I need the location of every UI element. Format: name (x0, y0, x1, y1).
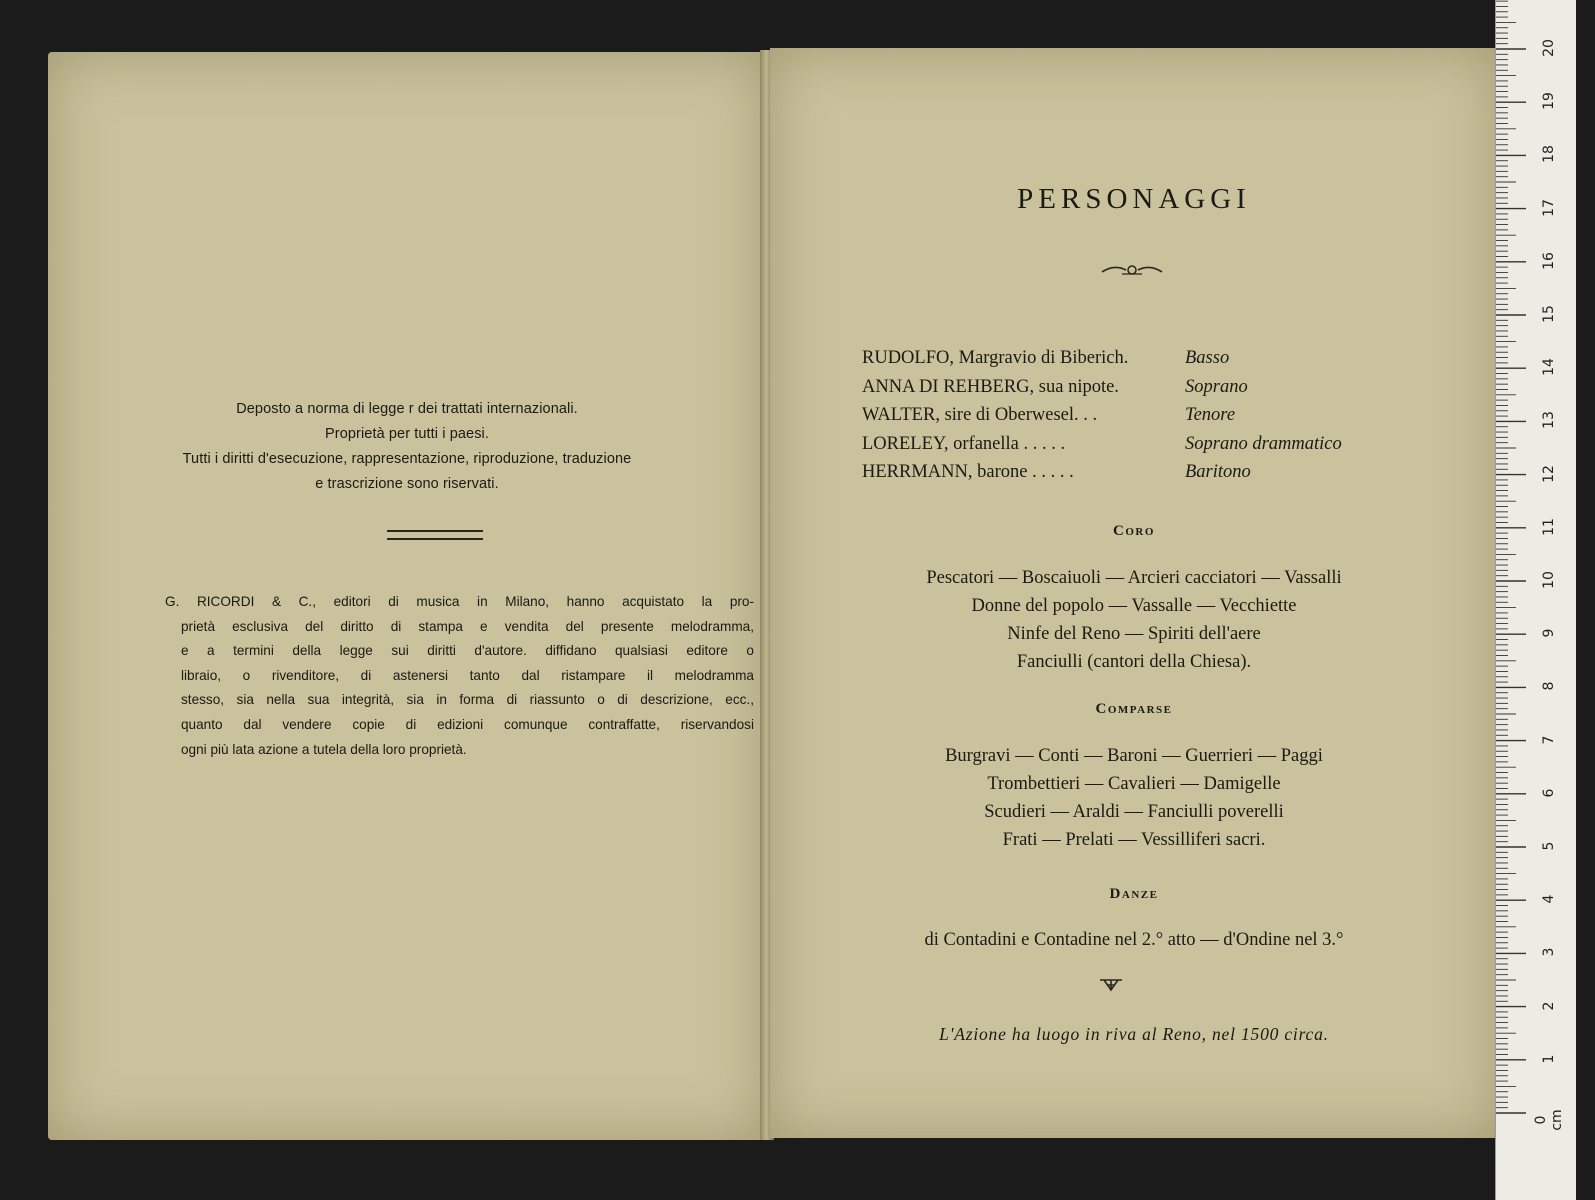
cast-voice: Basso (1185, 348, 1230, 368)
legal-line: Proprietà per tutti i paesi. (325, 426, 489, 442)
ruler-number: 16 (1541, 251, 1557, 270)
list-item: Burgravi — Conti — Baroni — Guerrieri — Paggi (945, 746, 1323, 766)
cast-role: RUDOLFO, Margravio di Biberich. (862, 348, 1129, 368)
cast-row (862, 377, 1342, 406)
publisher-notice (165, 590, 754, 762)
legal-notice (48, 397, 766, 497)
right-page (770, 48, 1498, 1138)
ruler-number: 9 (1541, 628, 1557, 638)
ruler-number: 15 (1541, 305, 1557, 323)
cast-list (862, 348, 1342, 491)
cast-voice: Soprano (1185, 376, 1248, 397)
ruler-number: 12 (1541, 464, 1557, 483)
list-item: Pescatori — Boscaiuoli — Arcieri cacciatori — Vassalli (926, 568, 1342, 588)
ruler-number: 18 (1541, 145, 1557, 164)
cast-row (862, 348, 1342, 377)
list-item: Donne del popolo — Vassalle — Vecchiette (971, 596, 1297, 616)
ruler-ticks (1496, 0, 1576, 1200)
cast-role: HERRMANN, barone . . . . . (862, 462, 1074, 482)
ruler-number: 8 (1541, 681, 1557, 691)
cast-voice: Soprano drammatico (1185, 433, 1342, 454)
publisher-line: prietà esclusiva del diritto di stampa e vendita del presente melodramma, (181, 618, 754, 634)
ruler-number: 7 (1541, 735, 1557, 745)
cast-voice: Baritono (1185, 462, 1251, 482)
list-item: Frati — Prelati — Vessilliferi sacri. (1002, 830, 1266, 850)
cast-role: WALTER, sire di Oberwesel. . . (862, 405, 1098, 425)
ruler-number: 1 (1541, 1054, 1557, 1064)
cast-voice: Tenore (1185, 405, 1236, 425)
ruler-number: 4 (1541, 894, 1557, 904)
list-item: Ninfe del Reno — Spiriti dell'aere (1007, 624, 1261, 644)
ornament-icon (1100, 260, 1164, 280)
ruler-number: 3 (1541, 947, 1557, 957)
ruler-number: 5 (1541, 841, 1557, 851)
page-title: PERSONAGGI (1017, 183, 1251, 215)
legal-line: Deposto a norma di legge r dei trattati internazionali. (236, 401, 578, 417)
ruler-number: 10 (1541, 571, 1557, 589)
double-rule-divider (387, 530, 483, 540)
ruler-number: 2 (1541, 1001, 1557, 1011)
comparse-list (770, 742, 1498, 854)
coro-list (770, 564, 1498, 676)
publisher-line: ogni più lata azione a tutela della loro proprietà. (181, 741, 467, 757)
ruler-number: 14 (1541, 358, 1557, 377)
ruler-number: 17 (1541, 198, 1557, 217)
coro-heading: Coro (1113, 523, 1155, 539)
publisher-line: e a termini della legge sui diritti d'autore. diffidano qualsiasi editore o (181, 643, 754, 659)
legal-line: e trascrizione sono riservati. (315, 476, 499, 492)
publisher-line: quanto dal vendere copie di edizioni comunque contraffatte, riservandosi (181, 716, 754, 732)
danze-line: di Contadini e Contadine nel 2.° atto — d'Ondine nel 3.° (924, 930, 1344, 950)
cast-role: ANNA DI REHBERG, sua nipote. (862, 376, 1119, 397)
fleuron-icon (1098, 978, 1124, 992)
publisher-line: G. RICORDI & C., editori di musica in Milano, hanno acquistato la pro- (165, 594, 754, 609)
ruler-number: 20 (1541, 39, 1557, 57)
publisher-line: libraio, o rivenditore, di astenersi tanto dal ristampare il melodramma (181, 667, 754, 683)
cast-role: LORELEY, orfanella . . . . . (862, 433, 1066, 454)
cast-row (862, 434, 1342, 463)
cast-row (862, 405, 1342, 434)
legal-line: Tutti i diritti d'esecuzione, rappresentazione, riproduzione, traduzione (182, 451, 632, 467)
measuring-ruler (1495, 0, 1576, 1200)
ruler-number: 6 (1541, 788, 1557, 798)
cast-row (862, 462, 1342, 491)
list-item: Scudieri — Araldi — Fanciulli poverelli (984, 802, 1284, 822)
ruler-number: 11 (1541, 517, 1557, 536)
danze-heading: Danze (1109, 886, 1159, 902)
comparse-heading: Comparse (1095, 701, 1173, 717)
list-item: Trombettieri — Cavalieri — Damigelle (987, 774, 1281, 794)
list-item: Fanciulli (cantori della Chiesa). (1016, 652, 1252, 672)
ruler-number: 13 (1541, 411, 1557, 430)
left-page (48, 52, 766, 1140)
ruler-number: 0 cm (1533, 1109, 1565, 1131)
publisher-line: stesso, sia nella sua integrità, sia in forma di riassunto o di descrizione, ecc., (181, 692, 754, 708)
setting-note: L'Azione ha luogo in riva al Reno, nel 1500 circa. (939, 1024, 1329, 1044)
ruler-number: 19 (1541, 92, 1557, 111)
